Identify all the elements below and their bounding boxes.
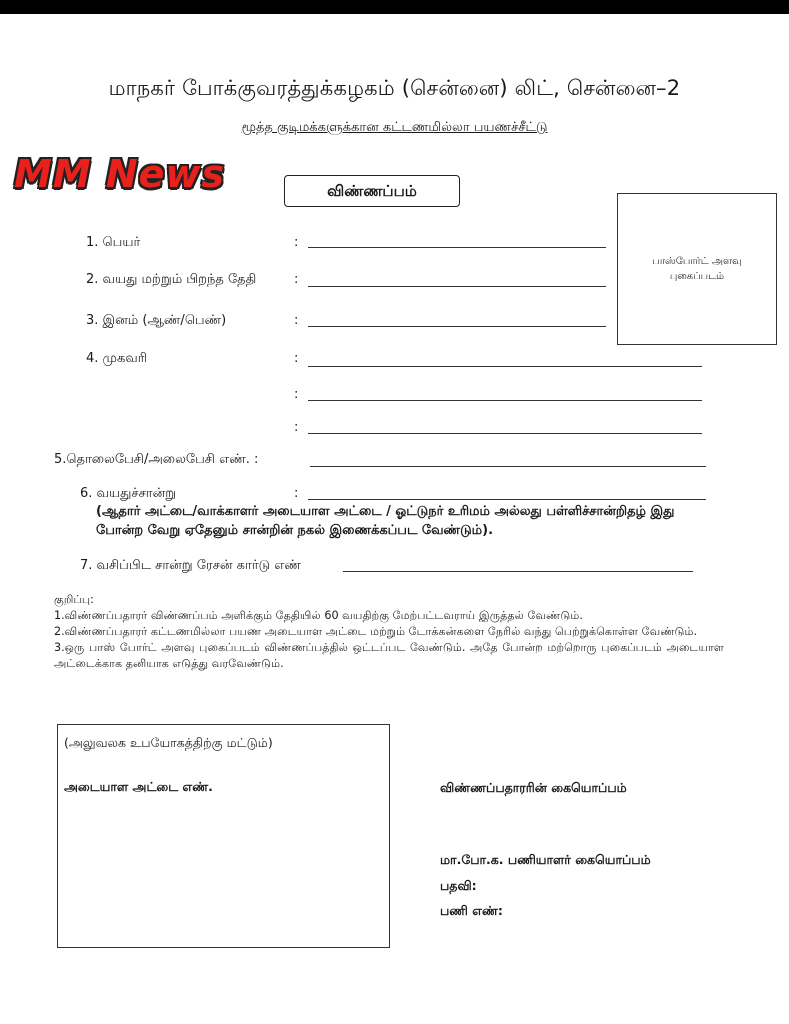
office-use-box: [57, 724, 390, 948]
phone-label: 5.தொலைபேசி/அலைபேசி எண். :: [54, 452, 259, 467]
id-card-number-label: அடையாள அட்டை எண்.: [64, 779, 213, 794]
form-subtitle: மூத்த குடிமக்களுக்கான கட்டணமில்லா பயணச்சீட்டு: [241, 120, 548, 135]
office-use-heading: (அலுவலக உபயோகத்திற்கு மட்டும்): [64, 735, 273, 750]
photo-box-label-1: பாஸ்போர்ட் அளவு: [652, 256, 742, 267]
note-item-3: 3.ஒரு பாஸ் போர்ட் அளவு புகைப்படம் விண்ணப்பத்தில் ஒட்டப்பட வேண்டும். அதே போன்ற மற்றொரு புகைப்படம் அடையாள அட்டைக்காக தனியாக எடுத்து வரவேண்டும்.: [54, 641, 724, 670]
mm-news-watermark: MM News: [14, 152, 226, 196]
residence-proof-label: 7. வசிப்பிட சான்று ரேசன் கார்டு எண்: [80, 558, 301, 573]
staff-number-label: பணி எண்:: [440, 903, 503, 918]
gender-colon: :: [294, 313, 299, 328]
application-title-box: விண்ணப்பம்: [284, 175, 460, 207]
address-line-3[interactable]: [308, 433, 702, 434]
age-proof-label: 6. வயதுச்சான்று: [80, 486, 177, 501]
passport-photo-box: [617, 193, 777, 345]
applicant-signature-label: விண்ணப்பதாரரின் கையொப்பம்: [440, 780, 627, 795]
photo-box-label-2: புகைப்படம்: [669, 271, 725, 282]
age-proof-field-line[interactable]: [308, 499, 706, 500]
age-dob-field-line[interactable]: [308, 286, 606, 287]
designation-label: பதவி:: [440, 878, 477, 893]
address-colon-1: :: [294, 351, 299, 366]
gender-label: 3. இனம் (ஆண்/பெண்): [86, 313, 227, 328]
staff-signature-label: மா.போ.க. பணியாளர் கையொப்பம்: [440, 852, 651, 867]
residence-field-line[interactable]: [343, 571, 693, 572]
name-colon: :: [294, 235, 299, 250]
note-item-1: 1.விண்ணப்பதாரர் விண்ணப்பம் அளிக்கும் தேதியில் 60 வயதிற்கு மேற்பட்டவராய் இருத்தல் வேண்டும்.: [54, 609, 583, 622]
address-colon-3: :: [294, 420, 299, 435]
top-black-bar: [0, 0, 789, 14]
age-proof-note: (ஆதார் அட்டை/வாக்காளர் அடையாள அட்டை / ஓட்டுநர் உரிமம் அல்லது பள்ளிச்சான்றிதழ் இது போன்ற வேறு ஏதேனும் சான்றின் நகல் இணைக்கப்பட வேண்டும்).: [96, 504, 675, 538]
name-label: 1. பெயர்: [86, 235, 141, 250]
age-dob-label: 2. வயது மற்றும் பிறந்த தேதி: [86, 272, 257, 287]
notes-section: [54, 592, 724, 672]
age-proof-colon: :: [294, 486, 299, 501]
note-item-2: 2.விண்ணப்பதாரர் கட்டணமில்லா பயண அடையாள அட்டை மற்றும் டோக்கன்களை நேரில் வந்து பெற்றுக்கொள்ள வேண்டும்.: [54, 625, 698, 638]
address-line-1[interactable]: [308, 366, 702, 367]
name-field-line[interactable]: [308, 247, 606, 248]
page-title: மாநகர் போக்குவரத்துக்கழகம் (சென்னை) லிட், சென்னை–2: [108, 76, 681, 100]
address-line-2[interactable]: [308, 400, 702, 401]
address-label: 4. முகவரி: [86, 351, 148, 366]
notes-heading: குறிப்பு:: [54, 593, 94, 606]
gender-field-line[interactable]: [308, 326, 606, 327]
address-colon-2: :: [294, 387, 299, 402]
phone-field-line[interactable]: [310, 466, 706, 467]
age-dob-colon: :: [294, 272, 299, 287]
